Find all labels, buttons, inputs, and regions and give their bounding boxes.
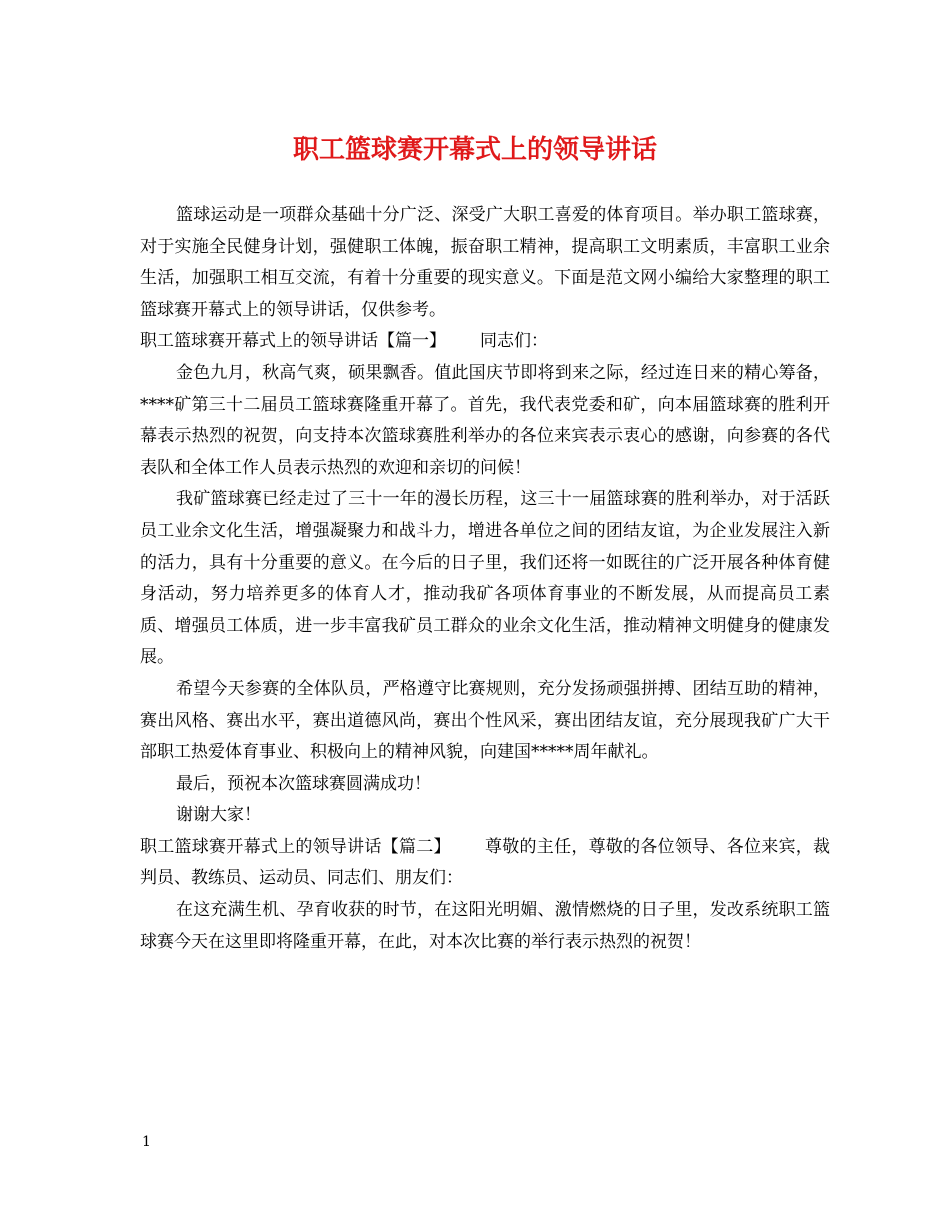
body-paragraph: 在这充满生机、孕育收获的时节，在这阳光明媚、激情燃烧的日子里，发改系统职工篮球赛今天在这里即将隆重开幕，在此，对本次比赛的举行表示热烈的祝贺！ [140,900,830,952]
salutation-2: 尊敬的主任，尊敬的各位领导、各位来宾，裁判员、教练员、运动员、同志们、朋友们： [140,836,831,889]
body-paragraph: 最后，预祝本次篮球赛圆满成功！ [176,773,431,794]
body-paragraph: 我矿篮球赛已经走过了三十一年的漫长历程，这三十一届篮球赛的胜利举办，对于活跃员工业余文化生活，增强凝聚力和战斗力，增进各单位之间的团结友谊，为企业发展注入新的活力，具有十分重要的意义。在今后的日子里，我们还将一如既往的广泛开展各种体育健身活动，努力培养更多的体育人才，推动我矿各项体育事业的不断发展，从而提高员工素质、增强员工体质，进一步丰富我矿员工群众的业余文化生活，推动精神文明健身的健康发展。 [140,489,830,668]
body-paragraph: 谢谢大家！ [176,805,261,826]
page-title: 职工篮球赛开幕式上的领导讲话 [292,135,657,165]
body-paragraph: 希望今天参赛的全体队员，严格遵守比赛规则，充分发扬顽强拼搏、团结互助的精神，赛出风格、赛出水平，赛出道德风尚，赛出个性风采，赛出团结友谊，充分展现我矿广大干部职工热爱体育事业、积极向上的精神风貌，向建国*****周年献礼。 [140,678,830,763]
page-number: 1 [142,1134,151,1150]
section-title-1: 职工篮球赛开幕式上的领导讲话【篇一】 [140,331,446,352]
document-body [140,200,830,958]
section-title-2: 职工篮球赛开幕式上的领导讲话【篇二】 [140,836,451,857]
section-heading-1 [140,326,830,358]
section-heading-2 [140,832,830,895]
intro-paragraph: 篮球运动是一项群众基础十分广泛、深受广大职工喜爱的体育项目。举办职工篮球赛，对于实施全民健身计划，强健职工体魄，振奋职工精神，提高职工文明素质，丰富职工业余生活，加强职工相互交流，有着十分重要的现实意义。下面是范文网小编给大家整理的职工篮球赛开幕式上的领导讲话，仅供参考。 [140,205,830,320]
salutation-1: 同志们： [480,331,548,352]
body-paragraph: 金色九月，秋高气爽，硕果飘香。值此国庆节即将到来之际，经过连日来的精心筹备，****矿第三十二届员工篮球赛隆重开幕了。首先，我代表党委和矿，向本届篮球赛的胜利开幕表示热烈的祝贺，向支持本次篮球赛胜利举办的各位来宾表示衷心的感谢，向参赛的各代表队和全体工作人员表示热烈的欢迎和亲切的问候！ [140,362,830,478]
